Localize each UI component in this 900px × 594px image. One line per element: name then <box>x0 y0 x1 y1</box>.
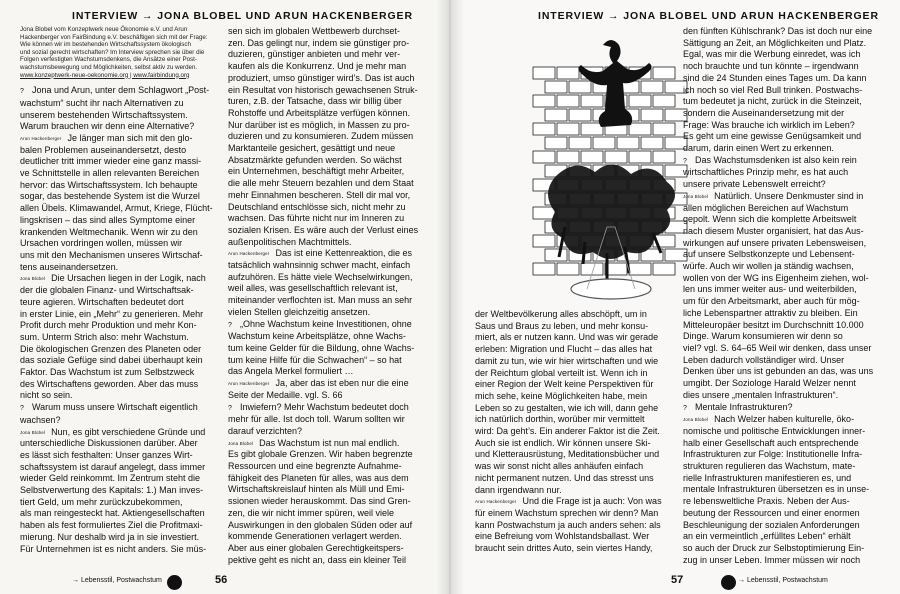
text-line: wachsen? <box>20 414 61 425</box>
question-mark-icon: ? <box>20 88 24 96</box>
spotlight-ellipse <box>571 279 651 299</box>
interview-question <box>20 85 225 133</box>
page-number: 56 <box>215 574 228 586</box>
text-line: Absatzmärkte gefunden werden. So wächst <box>228 154 402 165</box>
text-line: mehr Einnahmen bescheren. Stell dir mal vor, <box>228 189 411 200</box>
brick <box>629 263 651 275</box>
brick <box>593 137 615 149</box>
right-column-1 <box>475 309 680 555</box>
paragraph <box>228 26 433 248</box>
text-line: die alle mehr Steuern bezahlen und dem Staat <box>228 178 414 189</box>
text-line: kaufen als die Konkurrenz. Und je mehr man <box>228 61 407 72</box>
text-line: Saus und Braus zu leben, und mehr konsu- <box>475 320 649 331</box>
interview-question <box>683 402 888 415</box>
footer-topic-link[interactable]: → Lebensstil, Postwachstum <box>738 577 828 584</box>
text-line: es lässt sich festhalten: Unser ganzes Wirt- <box>20 449 193 460</box>
text-line: tens auseinandersetzen. <box>20 261 119 272</box>
text-line: weil alles, was gesellschaftlich relevant ist, <box>228 283 398 294</box>
intro-line: Jona Blobel vom Konzeptwerk neue Ökonomie e.V. und Arun <box>20 26 188 33</box>
text-line: pektive geht es nicht an, dass ein kleiner Teil <box>228 554 406 565</box>
text-line: ein Unternehmen, beschäftigt mehr Arbeiter, <box>228 166 405 177</box>
text-line: Nur darüber ist es möglich, in Massen zu pro- <box>228 119 410 130</box>
text-line: erleben: Migration und Flucht – das alles hat <box>475 344 653 355</box>
text-line: Deutschland entschlösse sich, nicht mehr zu <box>228 201 406 212</box>
text-line: unserem bestehenden Wirtschaftssystem. <box>20 109 188 120</box>
text-line: kann Postwachstum ja auch anders sehen: als <box>475 519 661 530</box>
page-dot-marker <box>167 575 182 590</box>
text-line: Aber aus einer globalen Gerechtigkeitspers- <box>228 542 404 553</box>
brick <box>653 151 675 163</box>
text-line: Marktanteile gesichert, gesättigt und neue <box>228 143 396 154</box>
question-mark-icon: ? <box>20 405 24 413</box>
text-line: nicht permanent nutzen. Und das stresst uns <box>475 472 654 483</box>
text-line: halb einer Gesellschaft auch entsprechende <box>683 437 859 448</box>
interview-answer <box>683 191 888 402</box>
text-line: Das ist eine Kettenreaktion, die es <box>275 248 413 259</box>
text-line: deutlicher tritt immer wieder eine ganz massi- <box>20 156 202 167</box>
brick <box>581 123 603 135</box>
text-line: wirtschaftliches Prinzip mehr, es hat auch <box>683 167 849 178</box>
text-line: Wachstum keine Arbeitsplätze, ohne Wachs- <box>228 331 406 342</box>
text-line: tiert Geld, um mehr zurückzubekommen, <box>20 496 183 507</box>
text-line: kommende Generationen verlagert werden. <box>228 531 402 542</box>
brick <box>533 151 555 163</box>
text-line: sozialen Krisen. Es wäre auch der Verlust eines <box>228 224 419 235</box>
text-line: für einem Wachstum sprechen wir denn? Man <box>475 507 659 518</box>
paragraph <box>475 309 680 496</box>
brick <box>605 151 627 163</box>
text-line: krankenden Weltmechanik. Wenn wir zu den <box>20 226 198 237</box>
text-line: gepolt. Wenn sich die komplette Arbeitswelt <box>683 214 857 225</box>
text-line: zen. Das gelingt nur, indem sie günstiger pro- <box>228 37 410 48</box>
text-line: Ja, aber das ist eben nur die eine <box>275 378 409 389</box>
text-line: nach diesem Muster organisiert, hat das Aus- <box>683 225 864 236</box>
speaker-name: Jona Blobel <box>683 417 709 423</box>
interview-question <box>20 402 225 426</box>
right-page <box>450 0 900 594</box>
text-line: Auswirkungen in den globalen Süden oder auf <box>228 519 413 530</box>
text-line: liche Lebenspartner attraktiv zu bleiben. Ein <box>683 307 858 318</box>
text-line: hervor: das Wirtschaftssystem. Ich behaupte <box>20 179 198 190</box>
text-line: allen möglichen Bereichen auf Wachstum <box>683 202 849 213</box>
text-line: Jona und Arun, unter dem Schlagwort „Post- <box>32 85 210 96</box>
text-line: der Reichtum global verteilt ist. Wenn ich in <box>475 367 648 378</box>
intro-line: und sozial gerecht wirtschaften? Im Interview sprechen sie über die <box>20 48 205 56</box>
text-line: allen Übels. Klimawandel, Armut, Kriege, Flücht- <box>20 203 213 214</box>
question-mark-icon: ? <box>683 157 687 165</box>
text-line: einer Region der Welt keine Perspektiven für <box>475 379 654 390</box>
text-line: der die globalen Finanz- und Wirtschaftsak- <box>20 285 194 296</box>
speaker-name: Arun Hackenberger <box>475 499 517 505</box>
text-line: tum keine Hilfe für die Schwachen“ – so hat <box>228 354 402 365</box>
text-line: Inwiefern? Mehr Wachstum bedeutet doch <box>240 401 409 412</box>
text-line: um für den Arbeitsmarkt, aber auch für mög- <box>683 296 860 307</box>
text-line: außenpolitischen Machtmittels. <box>228 236 352 247</box>
text-line: auf unsere Selbstkonzepte und Lebensent- <box>683 249 855 260</box>
speaker-name: Arun Hackenberger <box>228 381 270 387</box>
text-line: teure agieren. Wirtschaften bedeutet dort <box>20 296 184 307</box>
text-line: unsere private Lebenswelt erreicht? <box>683 179 826 190</box>
text-line: haben als fest formuliertes Ziel die Profitmaxi- <box>20 520 203 531</box>
brick <box>653 95 675 107</box>
brick <box>581 151 603 163</box>
footer-topic-link[interactable]: → Lebensstil, Postwachstum <box>72 577 162 584</box>
text-line: wachstum“ sucht ihr nach Alternativen zu <box>20 97 184 108</box>
brick <box>629 95 651 107</box>
text-line: Ressourcen und eine begrenzte Aufnahme- <box>228 461 402 472</box>
text-line: Dinge. Warum konsumieren wir denn so <box>683 331 843 342</box>
text-line: Je länger man sich mit den glo- <box>67 132 193 143</box>
text-line: ich natürlich dorthin, worüber mir vermittelt <box>475 414 645 425</box>
text-line: Es gibt globale Grenzen. Wir haben begrenzte <box>228 449 413 460</box>
text-line: braucht sein drittes Auto, sein viertes Handy, <box>475 543 653 554</box>
question-mark-icon: ? <box>683 404 687 412</box>
brick <box>545 109 567 121</box>
text-line: beutung der Ressourcen und einer enormen <box>683 507 860 518</box>
intro-line: Hackenberger von FairBindung e.V. beschäftigen sich mit der Frage: <box>20 33 208 41</box>
speaker-name: Jona Blobel <box>683 193 709 199</box>
intro-line: wachstumsbewegung und Möglichkeiten, selbst aktiv zu werden. <box>20 63 198 71</box>
text-line: Die Ursachen liegen in der Logik, nach <box>51 273 206 284</box>
text-line: Leben so zu gestalten, wie ich will, dann gehe <box>475 402 659 413</box>
text-line: vielen Stellen gleichzeitig ansetzen. <box>228 306 371 317</box>
intro-line: Wie können wir im bestehenden Wirtschaftssystem ökologisch <box>20 41 191 49</box>
text-line: ve Schnittstelle in allen relevanten Bereichen <box>20 168 200 179</box>
text-line: an ein vermeintlich „erfülltes Leben“ erhält <box>683 531 851 542</box>
text-line: balen Problemen auseinandersetzt, desto <box>20 144 187 155</box>
text-line: dies unsere „mentalen Infrastrukturen“. <box>683 389 839 400</box>
brick <box>545 249 567 261</box>
text-line: was wir sonst nicht alles anhäufen einfach <box>475 461 644 472</box>
brick <box>629 151 651 163</box>
text-line: Natürlich. Unsere Denkmuster sind in <box>714 190 864 201</box>
text-line: „Ohne Wachstum keine Investitionen, ohne <box>240 318 412 329</box>
text-line: zug in unser Leben. Immer müssen wir noch <box>683 554 861 565</box>
text-line: zen, die wir nicht immer spüren, weil viele <box>228 507 395 518</box>
intro-line: Folgen verfestigten Wachstumsdenkens, die Ansätze einer Post- <box>20 56 197 64</box>
text-line: Beschleunigung der sozialen Anforderungen <box>683 519 860 530</box>
paragraph <box>683 26 888 155</box>
text-line: mehr für alle. Ist doch toll. Warum sollten wir <box>228 414 405 425</box>
text-line: Nun, es gibt verschiedene Gründe und <box>51 426 206 437</box>
interview-question <box>228 319 433 379</box>
question-mark-icon: ? <box>228 404 232 412</box>
text-line: ssionen wieder herauskommt. Das sind Gren- <box>228 496 411 507</box>
interview-question <box>683 155 888 191</box>
text-line: nomische und politische Entwicklungen inner- <box>683 425 866 436</box>
text-line: darauf verzichten? <box>228 425 303 436</box>
text-line: und Kletterausrüstung, Meditationsbücher und <box>475 449 660 460</box>
page-header: INTERVIEW → JONA BLOBEL UND ARUN HACKENBERGER <box>538 10 879 22</box>
text-line: uns mit den Mechanismen unseres Wirtschaf- <box>20 250 203 260</box>
text-line: mierung. Nur deshalb wird ja in sie investiert. <box>20 531 200 542</box>
text-line: viel? vgl. S. 64–65 Weil wir denken, dass unser <box>683 342 872 353</box>
text-line: tatsächlich wahnsinnig schwer macht, einfach <box>228 260 411 271</box>
interview-answer <box>228 438 433 567</box>
illustration-figure-in-cracked-wall <box>525 27 697 309</box>
text-line: wird: Da geht’s. Ein anderer Faktor ist die Zeit. <box>475 426 660 437</box>
text-line: rielle Infrastrukturen manifestieren es, und <box>683 472 852 483</box>
text-line: ich noch so viel Red Bull trinken. Postwachs- <box>683 84 863 95</box>
text-line: mentale Infrastrukturen übersetzen es in unse- <box>683 484 870 495</box>
text-line: Leben dadurch vollständiger wird. Unser <box>683 354 845 365</box>
text-line: Es geht um eine gewisse Genügsamkeit und <box>683 131 862 142</box>
text-line: in erster Linie, ein „Mehr“ zu generieren. Mehr <box>20 308 204 319</box>
speaker-name: Jona Blobel <box>228 440 254 446</box>
brick <box>617 137 639 149</box>
left-column-2-body <box>228 26 433 566</box>
text-line: strukturen regulieren das Wachstum, mate- <box>683 461 856 472</box>
text-line: tum bedeutet ja nicht, zurück in die Steinzeit, <box>683 96 862 107</box>
text-line: Denken über uns ist gebunden an das, was uns <box>683 366 874 377</box>
brick <box>653 263 675 275</box>
text-line: Mentale Infrastrukturen? <box>695 401 793 412</box>
text-line: unterschiedliche Diskussionen darüber. Aber <box>20 438 198 449</box>
text-line: umgibt. Der Soziologe Harald Welzer nennt <box>683 378 856 389</box>
text-line: re lebensweltliche Praxis. Neben der Aus- <box>683 496 850 507</box>
brick <box>545 137 567 149</box>
text-line: Mitteleuropäer besitzt im Durchschnitt 10.000 <box>683 319 864 330</box>
text-line: lingskrisen – das sind alles Symptome einer <box>20 214 196 225</box>
brick <box>533 67 555 79</box>
text-line: Profit durch mehr Produktion und mehr Kon- <box>20 320 197 331</box>
text-line: wollen von der WG ins Eigenheim ziehen, wol- <box>683 272 869 283</box>
brick <box>653 67 675 79</box>
text-line: Faktor. Das Wachstum ist zum Selbstzweck <box>20 367 195 378</box>
text-line: len uns immer weiter aus- und weiterbilden, <box>683 284 857 295</box>
text-line: das soziale Gefüge sind dabei überhaupt kein <box>20 355 203 366</box>
text-line: produziert, umso günstiger wird’s. Das ist auch <box>228 72 415 83</box>
text-line: Warum brauchen wir denn eine Alternative? <box>20 121 195 132</box>
text-line: Auch sie ist endlich. Wir können unsere Ski- <box>475 437 651 448</box>
text-line: turen, z.B. der Tatsache, dass wir billig über <box>228 96 402 107</box>
text-line: sen sich im globalen Wettbewerb durchset- <box>228 26 400 36</box>
text-line: Wirtschaftskreislauf hinten als Müll und Emi- <box>228 484 405 495</box>
text-line: Selbstverwertung des Kapitals: 1.) Man inves- <box>20 485 204 496</box>
interview-answer <box>20 133 225 273</box>
text-line: miert, als er nutzen kann. Und was wir gerade <box>475 332 659 343</box>
right-column-2 <box>683 26 888 566</box>
text-line: Für Unternehmen ist es nicht anders. Sie müs- <box>20 543 207 554</box>
text-line: Rohstoffe und Arbeitsplätze verfügen können. <box>228 107 410 118</box>
brick <box>653 123 675 135</box>
text-line: duzieren und zu konsumieren. Zudem müssen <box>228 131 414 142</box>
brick <box>569 137 591 149</box>
text-line: miteinander verflochten ist. Man muss an sehr <box>228 295 413 306</box>
text-line: tum keine Gelder für die Bildung, ohne Wachs- <box>228 342 415 353</box>
text-line: des Wirtschaftens geworden. Aber das muss <box>20 378 199 389</box>
text-line: Warum muss unsere Wirtschaft eigentlich <box>32 402 198 413</box>
text-line: wieder Geld reinkommt. Im Zentrum steht die <box>20 473 201 484</box>
interview-answer <box>20 427 225 556</box>
text-line: der Weltbevölkerung alles abschöpft, um in <box>475 309 647 319</box>
speaker-name: Jona Blobel <box>20 276 46 282</box>
brick <box>533 95 555 107</box>
interview-answer <box>475 496 680 555</box>
text-line: sogar, das bestehende System ist die Wurzel <box>20 191 200 202</box>
text-line: Infrastrukturen zur Folge: Institutionelle Infra- <box>683 449 863 460</box>
text-line: schaftssystem ist darauf angelegt, dass immer <box>20 461 206 472</box>
brick <box>557 123 579 135</box>
interview-answer <box>20 273 225 402</box>
text-line: so auch der Druck zur Selbstoptimierung Ein- <box>683 542 865 553</box>
text-line: aufzuhören. Es hätte viele Wechselwirkungen, <box>228 271 413 282</box>
text-line: ein Resultat von historisch gewachsenen Struk- <box>228 84 418 95</box>
text-line: wachsen. Das führte nicht nur im Inneren zu <box>228 213 405 224</box>
text-line: eine Befreiung vom Wohlstandsballast. Wer <box>475 531 650 542</box>
intro-links[interactable]: www.konzeptwerk-neue-oekonomie.org | www.fairbindung.org <box>20 71 190 79</box>
text-line: sum. Unterm Strich also: mehr Wachstum. <box>20 331 189 342</box>
text-line: sondern die Auseinandersetzung mit der <box>683 107 845 118</box>
right-column-1-body <box>475 309 680 555</box>
speaker-name: Arun Hackenberger <box>228 251 270 257</box>
brick <box>533 235 555 247</box>
text-line: Seite der Medaille. vgl. S. 66 <box>228 389 343 400</box>
text-line: Ursachen vordringen wollen, müssen wir <box>20 238 183 249</box>
brick <box>557 67 579 79</box>
brick <box>581 95 603 107</box>
text-line: Nach Welzer haben kulturelle, öko- <box>714 414 855 425</box>
brick <box>569 81 591 93</box>
right-column-2-body <box>683 26 888 566</box>
text-line: würfe. Auch wir wollen ja ständig wachsen, <box>683 261 854 272</box>
text-line: dann irgendwann nur. <box>475 484 562 495</box>
interview-answer <box>228 248 433 318</box>
brick <box>641 137 663 149</box>
text-line: damit zu tun, wie wir hier wirtschaften und wie <box>475 355 659 366</box>
brick <box>557 95 579 107</box>
text-line: das Angela Merkel formuliert … <box>228 366 354 377</box>
interview-answer <box>228 378 433 401</box>
interview-answer <box>683 414 888 566</box>
page-dot-marker <box>721 575 736 590</box>
text-line: Und die Frage ist ja auch: Von was <box>522 496 662 507</box>
brick <box>569 109 591 121</box>
brick <box>545 81 567 93</box>
intro-text <box>20 26 225 79</box>
interview-question <box>228 402 433 438</box>
brick <box>533 123 555 135</box>
brick <box>533 207 555 219</box>
text-line: als man reingesteckt hat. Aktiengesellschaften <box>20 508 205 519</box>
text-line: Die ökologischen Grenzen des Planeten oder <box>20 343 202 354</box>
text-line: Sättigung an Zeit, an Möglichkeiten und Platz. <box>683 37 867 48</box>
text-line: nicht so sein. <box>20 390 73 401</box>
brick <box>533 263 555 275</box>
page-header: INTERVIEW → JONA BLOBEL UND ARUN HACKENBERGER <box>72 10 413 22</box>
page-number: 57 <box>671 574 684 586</box>
left-column-1-body <box>20 85 225 555</box>
text-line: duzieren, günstiger anbieten und mehr ver- <box>228 49 401 60</box>
left-column-1 <box>20 26 225 555</box>
brick <box>641 109 663 121</box>
text-line: Das Wachstumsdenken ist also kein rein <box>695 154 857 165</box>
text-line: Frage: Was brauche ich wirklich im Leben? <box>683 119 855 130</box>
text-line: noch brauchte und tun könnte – irgendwann <box>683 61 859 72</box>
text-line: Das Wachstum ist nun mal endlich. <box>259 437 400 448</box>
left-column-2 <box>228 26 433 566</box>
text-line: fähigkeit des Planeten für alles, was aus dem <box>228 472 409 483</box>
brick <box>557 151 579 163</box>
brick <box>629 123 651 135</box>
text-line: darum, darin einen Wert zu erkennen. <box>683 143 834 154</box>
book-gutter-shadow <box>436 0 464 594</box>
text-line: mich sehe, keine Möglichkeiten habe, mein <box>475 390 648 401</box>
speaker-name: Jona Blobel <box>20 429 46 435</box>
text-line: den fünften Kühlschrank? Das ist doch nur eine <box>683 26 873 36</box>
text-line: wirkungen auf unsere privaten Lebensweisen, <box>683 237 867 248</box>
text-line: sind die 24 Stunden eines Tages um. Da kann <box>683 72 867 83</box>
brick <box>557 263 579 275</box>
speaker-name: Arun Hackenberger <box>20 135 62 141</box>
question-mark-icon: ? <box>228 321 232 329</box>
brick <box>641 81 663 93</box>
text-line: Egal, was mir die Werbung einredet, was ich <box>683 49 861 60</box>
